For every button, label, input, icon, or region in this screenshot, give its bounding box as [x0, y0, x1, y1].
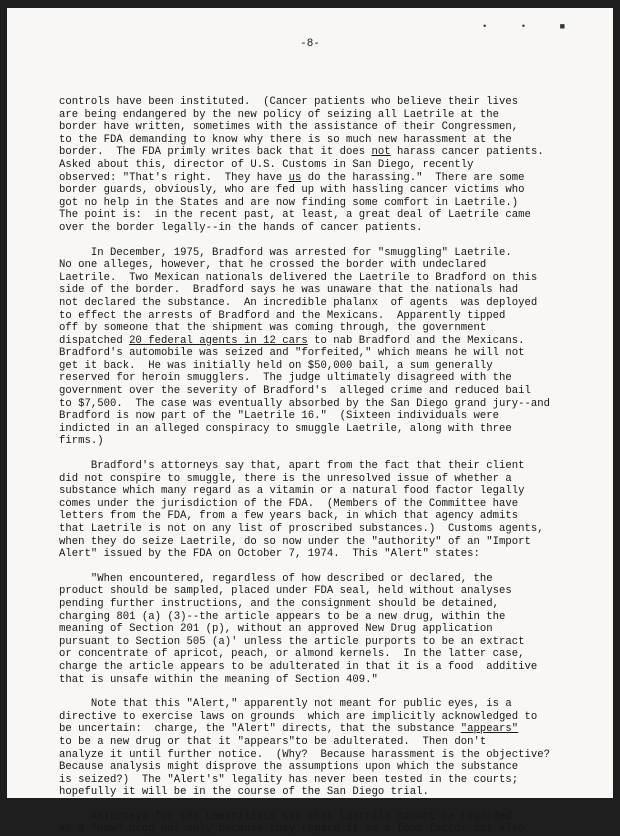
text-line: or concentrate of apricot, peach, or almond kernels. In the latter case, [59, 648, 525, 661]
text-line: are being endangered by the new policy of seizing all Laetrile at the [59, 108, 500, 121]
text-line: that Laetrile is not on any list of proscribed substances.) Customs agents, [59, 523, 544, 535]
text-line: over the border legally--in the hands of cancer patients. [59, 221, 423, 234]
text-line: No one alleges, however, that he crossed the border with undeclared [59, 259, 487, 272]
text-line: reserved for heroin smugglers. The judge ultimately disagreed with the [59, 372, 512, 385]
text-line: dispatched 20 federal agents in 12 cars to nab Bradford and the Mexicans. [59, 334, 525, 347]
text-line: is seized?) The "Alert's" legality has never been tested in the courts; [59, 773, 519, 786]
text-line: that is unsafe within the meaning of Section 409." [59, 673, 378, 686]
text-line: Bradford is now part of the "Laetrile 16." (Sixteen individuals were [59, 410, 500, 423]
document-page [7, 8, 613, 836]
text-line: comes under the jurisdiction of the FDA. (Members of the Committee have [59, 497, 519, 510]
text-line: to the FDA demanding to know why there is so much new harassment at the [59, 133, 512, 146]
text-line: border. The FDA primly writes back that it does not harass cancer patients. [59, 146, 544, 159]
text-line: charge the article appears to be adulterated in that it is a food additive [59, 660, 538, 673]
body-text [59, 96, 594, 836]
text-line: Alert" issued by the FDA on October 7, 1974. This "Alert" states: [59, 548, 480, 561]
text-line: as a "new" drug not only because they regard it as a food factor but also [59, 823, 525, 836]
text-line: to be a new drug or that it "appears"to be adulterated. Then don't [59, 735, 487, 748]
text-line: government over the severity of Bradford's alleged crime and reduced bail [59, 385, 531, 398]
text-line: be uncertain: charge, the "Alert" directs, that the substance "appears" [59, 723, 519, 736]
paragraph-1 [59, 96, 594, 235]
text-line: charging 801 (a) (3)--the article appears to be a new drug, within the [59, 610, 506, 623]
text-line: pursuant to Section 505 (a)' unless the article purports to be an extract [59, 635, 525, 648]
paragraph-gap [59, 448, 594, 460]
text-line: Bradford's attorneys say that, apart from the fact that their client [59, 460, 525, 473]
paragraph-2 [59, 247, 594, 449]
text-line: to effect the arrests of Bradford and the Mexicans. Apparently tipped [59, 309, 506, 322]
text-line: side of the border. Bradford says he was unaware that the nationals had [59, 284, 519, 297]
text-line: analyze it until further notice. (Why? Because harassment is the objective? [59, 748, 551, 761]
text-line: Attorneys for the Laetrilists say that Laetrile cannot be regarded [59, 810, 512, 823]
text-line: Laetrile. Two Mexican nationals delivered the Laetrile to Bradford on this [59, 271, 538, 284]
paragraph-5 [59, 698, 594, 799]
text-line: Because analysis might disprove the assumptions upon which the substance [59, 761, 519, 774]
paragraph-3 [59, 460, 594, 561]
text-line: directive to exercise laws on grounds which are implicitly acknowledged to [59, 710, 538, 723]
corner-marks: • • ■ [481, 22, 579, 32]
text-line: get it back. He was initially held on $50,000 bail, a sum generally [59, 359, 493, 372]
text-line: to $7,500. The case was eventually absorbed by the San Diego grand jury--and [59, 397, 551, 410]
text-line: observed: "That's right. They have us do the harassing." There are some [59, 171, 525, 184]
text-line: got no help in the States and are now finding some comfort in Laetrile.) [59, 196, 519, 209]
page-number: -8- [300, 38, 320, 50]
text-line: letters from the FDA, from a few years back, in which that agency admits [59, 510, 519, 523]
paragraph-gap [59, 686, 594, 698]
text-line: off by someone that the shipment was coming through, the government [59, 322, 487, 335]
text-line: border have written, sometimes with the assistance of their Congressmen, [59, 121, 519, 134]
text-line: Note that this "Alert," apparently not meant for public eyes, is a [59, 698, 512, 711]
text-line: pending further instructions, and the consignment should be detained, [59, 597, 500, 610]
text-line: Asked about this, director of U.S. Customs in San Diego, recently [59, 158, 474, 171]
text-line: Bradford's automobile was seized and "forfeited," which means he will not [59, 347, 525, 360]
text-line: In December, 1975, Bradford was arrested for "smuggling" Laetrile. [59, 246, 512, 259]
text-line: indicted in an alleged conspiracy to smuggle Laetrile, along with three [59, 422, 512, 435]
text-line: border guards, obviously, who are fed up with hassling cancer victims who [59, 184, 525, 197]
text-line: controls have been instituted. (Cancer patients who believe their lives [59, 96, 519, 108]
text-line: product should be sampled, placed under FDA seal, held without analyses [59, 585, 512, 598]
paragraph-gap [59, 235, 594, 247]
text-line: substance which many regard as a vitamin or a natural food factor legally [59, 485, 525, 498]
text-line: when they do seize Laetrile, do so now under the "authority" of an "Import [59, 535, 531, 548]
text-line: did not conspire to smuggle, there is the unresolved issue of whether a [59, 472, 512, 485]
text-line: not declared the substance. An incredible phalanx of agents was deployed [59, 296, 538, 309]
text-line: meaning of Section 201 (p), without an approved New Drug application [59, 623, 493, 636]
text-line: hopefully it will be in the course of the San Diego trial. [59, 786, 429, 799]
paragraph-gap [59, 799, 594, 811]
text-line: firms.) [59, 435, 104, 448]
paragraph-4 [59, 573, 594, 686]
text-line: "When encountered, regardless of how described or declared, the [59, 572, 493, 585]
text-line: The point is: in the recent past, at least, a great deal of Laetrile came [59, 209, 531, 222]
paragraph-6 [59, 811, 594, 836]
paragraph-gap [59, 561, 594, 573]
